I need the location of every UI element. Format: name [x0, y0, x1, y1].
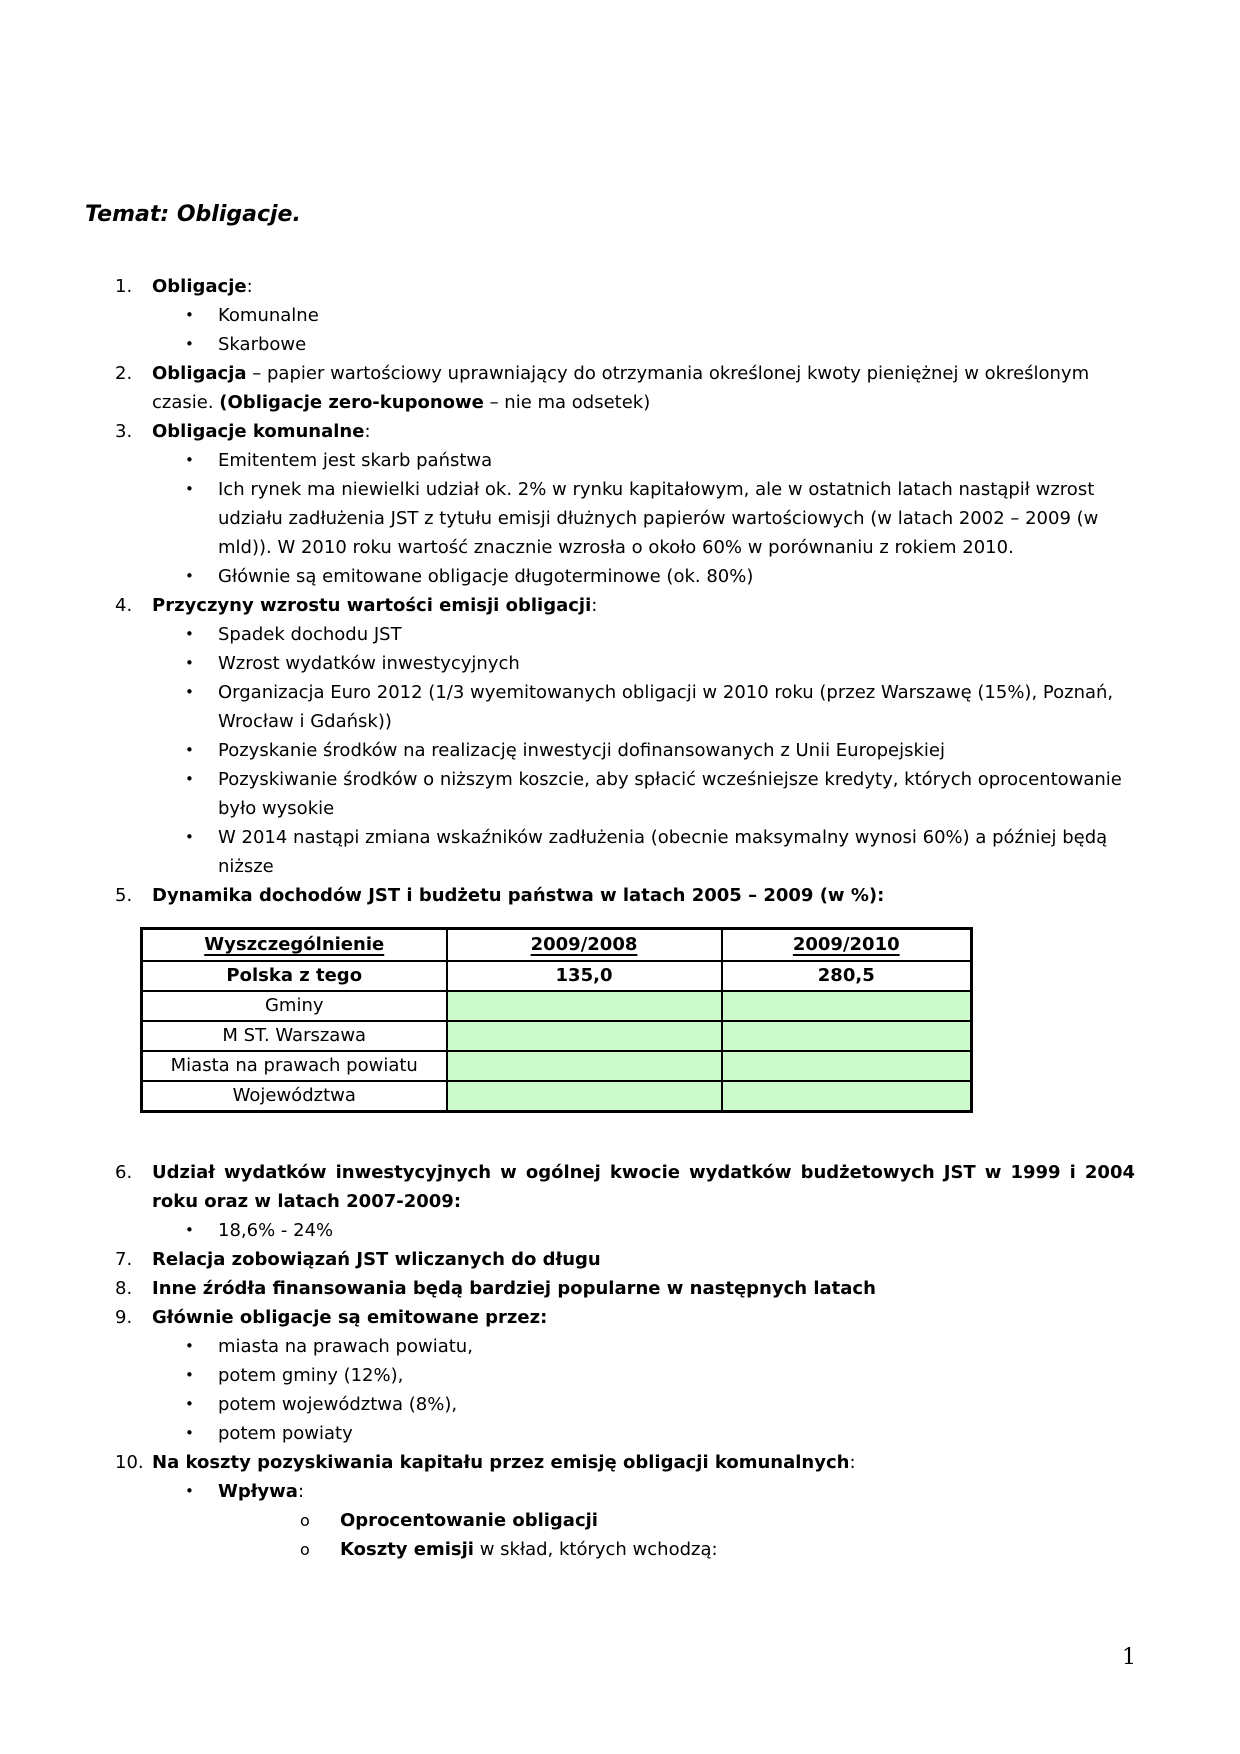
item-6-content: [152, 1158, 1135, 1216]
bullet-item: [115, 678, 1135, 736]
bullet-text: Ich rynek ma niewielki udział ok. 2% w rynku kapitałowym, ale w ostatnich latach nastąpił wzrost udziału zadłużenia JST z tytułu emisji dłużnych papierów wartościowych (w latach 2002 – 2009 (w mld)). W 2010 roku wartość znacznie wzrosła o około 60% w porównaniu z rokiem 2010.: [218, 479, 1099, 558]
bullet-item: [115, 330, 1135, 359]
table-cell-empty-green: [722, 991, 972, 1021]
bullet-icon: •: [185, 625, 194, 643]
item-8-content: [152, 1274, 1135, 1303]
table-header-cell: 2009/2008: [447, 929, 722, 962]
bullet-item: [115, 649, 1135, 678]
sub-bullet-text: [340, 1535, 1135, 1564]
item-3-number: 3.: [115, 421, 133, 442]
bullet-icon: •: [185, 1424, 194, 1442]
item-3-content: [152, 417, 1135, 446]
item-1-content: [152, 272, 1135, 301]
bullet-icon: •: [185, 1482, 194, 1500]
bullet-icon: •: [185, 1221, 194, 1239]
list-item-3: [115, 417, 1135, 446]
list-item-1: [115, 272, 1135, 301]
list-item-4: [115, 591, 1135, 620]
bullet-icon: •: [185, 1395, 194, 1413]
bullet-text: W 2014 nastąpi zmiana wskaźników zadłużenia (obecnie maksymalny wynosi 60%) a później będą niższe: [218, 827, 1108, 877]
bullet-item: [115, 301, 1135, 330]
table-cell: Miasta na prawach powiatu: [142, 1051, 447, 1081]
bullet-text: [218, 1477, 1135, 1506]
item-2-definition: – papier wartościowy uprawniający do otrzymania określonej kwoty pieniężnej w określonym czasie.: [152, 363, 1090, 413]
bullet-text: Głównie są emitowane obligacje długoterminowe (ok. 80%): [218, 566, 754, 587]
bullet-text: Spadek dochodu JST: [218, 624, 402, 645]
bullet-text: Wzrost wydatków inwestycyjnych: [218, 653, 520, 674]
list-item-2: [115, 359, 1135, 417]
item-5-number: 5.: [115, 885, 133, 906]
bullet-icon: •: [185, 741, 194, 759]
bullet-item: [115, 562, 1135, 591]
list-item-10: [115, 1448, 1135, 1477]
item-1-heading: Obligacje: [152, 276, 247, 297]
item-9-content: [152, 1303, 1135, 1332]
item-6-colon: :: [453, 1191, 462, 1212]
table-cell-empty-green: [722, 1081, 972, 1112]
table-cell: Województwa: [142, 1081, 447, 1112]
table-cell-empty-green: [447, 991, 722, 1021]
item-8-heading: Inne źródła finansowania będą bardziej popularne w następnych latach: [152, 1278, 876, 1299]
bullet-text: Emitentem jest skarb państwa: [218, 450, 493, 471]
bullet-icon: •: [185, 567, 194, 585]
item-7-heading: Relacja zobowiązań JST wliczanych do długu: [152, 1249, 601, 1270]
table-row: [142, 1051, 972, 1081]
item-2-definition-2: – nie ma odsetek): [483, 392, 651, 413]
item-5-content: [152, 881, 1135, 910]
bullet-icon: •: [185, 770, 194, 788]
koszty-emisji-rest: w skład, których wchodzą:: [473, 1539, 718, 1560]
item-2-term-2: (Obligacje zero-kuponowe: [219, 392, 484, 413]
bullet-text: Pozyskiwanie środków o niższym koszcie, aby spłacić wcześniejsze kredyty, których oprocentowanie było wysokie: [218, 769, 1122, 819]
bullet-item: [115, 765, 1135, 823]
table-row: [142, 1081, 972, 1112]
item-9-number: 9.: [115, 1307, 133, 1328]
item-4-content: [152, 591, 1135, 620]
bullet-text: Pozyskanie środków na realizację inwestycji dofinansowanych z Unii Europejskiej: [218, 740, 945, 761]
list-item-9: [115, 1303, 1135, 1332]
table-header-cell: 2009/2010: [722, 929, 972, 962]
table-cell: M ST. Warszawa: [142, 1021, 447, 1051]
bullet-icon: •: [185, 335, 194, 353]
item-6-heading: Udział wydatków inwestycyjnych w ogólnej kwocie wydatków budżetowych JST w 1999 i 2004 roku oraz w latach 2007-2009: [152, 1162, 1135, 1212]
bullet-icon: •: [185, 683, 194, 701]
bullet-text: 18,6% - 24%: [218, 1220, 334, 1241]
list-item-6: [115, 1158, 1135, 1216]
wplywa-colon: :: [297, 1481, 305, 1502]
bullet-text: Organizacja Euro 2012 (1/3 wyemitowanych obligacji w 2010 roku (przez Warszawę (15%), Poznań, Wrocław i Gdańsk)): [218, 682, 1114, 732]
table-row: [142, 961, 972, 991]
bullet-icon: •: [185, 1366, 194, 1384]
list-item-8: [115, 1274, 1135, 1303]
item-10-colon: :: [849, 1452, 856, 1473]
bullet-icon: •: [185, 1337, 194, 1355]
item-3-colon: :: [364, 421, 371, 442]
bullet-text: Skarbowe: [218, 334, 307, 355]
item-2-term: Obligacja: [152, 363, 247, 384]
item-10-number: 10.: [115, 1452, 144, 1473]
list-item-5: [115, 881, 1135, 910]
table-cell: 135,0: [447, 961, 722, 991]
sub-bullet-item: [115, 1506, 1135, 1535]
bullet-icon: •: [185, 654, 194, 672]
item-4-colon: :: [591, 595, 598, 616]
item-6-number: 6.: [115, 1162, 133, 1183]
wplywa-label: Wpływa: [218, 1481, 298, 1502]
item-3-heading: Obligacje komunalne: [152, 421, 365, 442]
table-row: [142, 991, 972, 1021]
bullet-item: [115, 1361, 1135, 1390]
item-10-heading: Na koszty pozyskiwania kapitału przez emisję obligacji komunalnych: [152, 1452, 850, 1473]
sub-bullet-item: [115, 1535, 1135, 1564]
page-number: 1: [1122, 1645, 1136, 1670]
table-cell-empty-green: [447, 1021, 722, 1051]
table-cell: Gminy: [142, 991, 447, 1021]
table-cell-empty-green: [722, 1021, 972, 1051]
item-1-colon: :: [246, 276, 253, 297]
page-title: Temat: Obligacje.: [85, 202, 301, 227]
table-cell-empty-green: [447, 1081, 722, 1112]
koszty-emisji-label: Koszty emisji: [340, 1539, 474, 1560]
item-7-content: [152, 1245, 1135, 1274]
bullet-item: [115, 1477, 1135, 1506]
bullet-item: [115, 475, 1135, 562]
circle-bullet-icon: o: [300, 1540, 310, 1559]
bullet-item: [115, 823, 1135, 881]
data-table: [140, 927, 973, 1113]
numbered-list: [115, 272, 1135, 1564]
item-2-number: 2.: [115, 363, 133, 384]
list-item-7: [115, 1245, 1135, 1274]
item-4-number: 4.: [115, 595, 133, 616]
circle-bullet-icon: o: [300, 1511, 310, 1530]
bullet-icon: •: [185, 306, 194, 324]
table-cell-empty-green: [447, 1051, 722, 1081]
sub-bullet-text: Oprocentowanie obligacji: [340, 1510, 598, 1531]
bullet-item: [115, 620, 1135, 649]
table-header-cell: Wyszczególnienie: [142, 929, 447, 962]
bullet-item: [115, 1332, 1135, 1361]
item-10-content: [152, 1448, 1135, 1477]
bullet-text: miasta na prawach powiatu,: [218, 1336, 473, 1357]
bullet-item: [115, 1216, 1135, 1245]
bullet-icon: •: [185, 828, 194, 846]
table-cell-empty-green: [722, 1051, 972, 1081]
bullet-item: [115, 1390, 1135, 1419]
item-9-colon: :: [540, 1307, 548, 1328]
table-row: [142, 1021, 972, 1051]
bullet-item: [115, 736, 1135, 765]
bullet-icon: •: [185, 451, 194, 469]
table-cell: 280,5: [722, 961, 972, 991]
item-2-content: [152, 359, 1135, 417]
item-8-number: 8.: [115, 1278, 133, 1299]
bullet-item: [115, 446, 1135, 475]
bullet-text: Komunalne: [218, 305, 319, 326]
item-5-colon: :: [877, 885, 885, 906]
bullet-text: potem gminy (12%),: [218, 1365, 404, 1386]
bullet-icon: •: [185, 480, 194, 498]
table-header-row: [142, 929, 972, 962]
item-7-number: 7.: [115, 1249, 133, 1270]
item-9-heading: Głównie obligacje są emitowane przez: [152, 1307, 541, 1328]
item-4-heading: Przyczyny wzrostu wartości emisji obligacji: [152, 595, 592, 616]
item-5-heading: Dynamika dochodów JST i budżetu państwa w latach 2005 – 2009 (w %): [152, 885, 878, 906]
bullet-text: potem powiaty: [218, 1423, 353, 1444]
bullet-text: potem województwa (8%),: [218, 1394, 458, 1415]
item-1-number: 1.: [115, 276, 133, 297]
table-cell: Polska z tego: [142, 961, 447, 991]
bullet-item: [115, 1419, 1135, 1448]
